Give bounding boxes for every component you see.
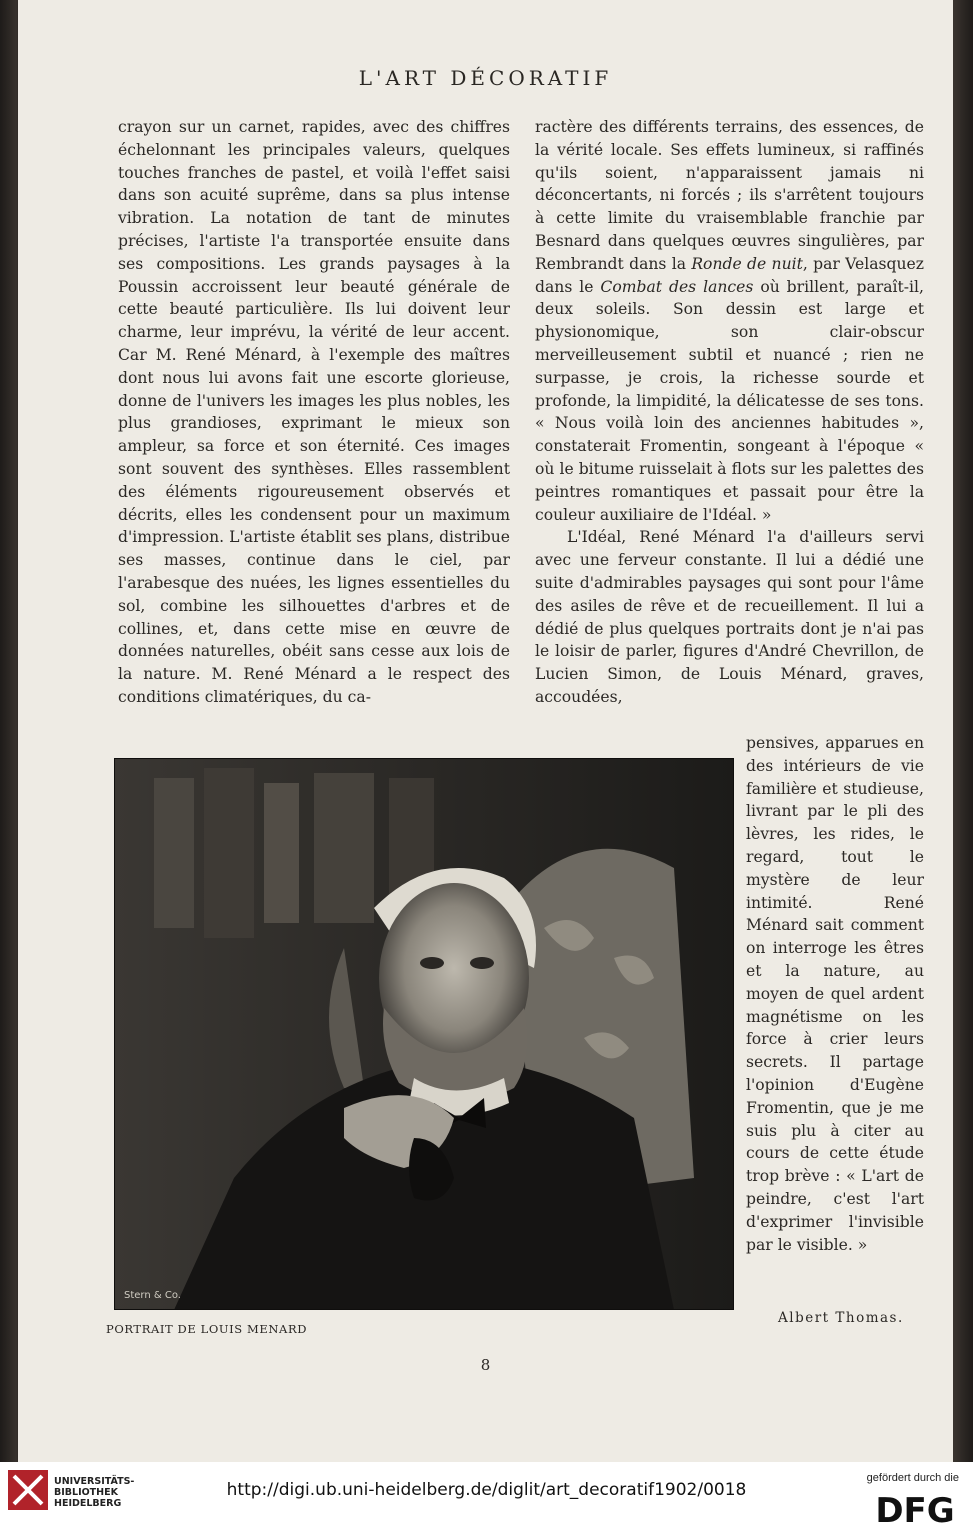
portrait-caption: PORTRAIT DE LOUIS MENARD	[106, 1322, 308, 1336]
left-column-paragraph: crayon sur un carnet, rapides, avec des chiffres échelonnant les principales valeurs, quelques touches franches de pastel, et voilà l'effet saisi dans son acuité suprême, dans sa plus intense vibration. La notation de tant de minutes précises, l'artiste l'a transportée ensuite dans ses compositions. Les grands paysages à la Poussin accroissent leur beauté générale de cette beauté particulière. Ils lui doivent leur charme, leur imprévu, la vérité de leur accent. Car M. René Ménard, à l'exemple des maîtres dont nous lui avons fait une escorte glorieuse, donne de l'univers les images les plus nobles, les plus grandioses, exprimant le mieux son ampleur, sa force et son éternité. Ces images sont souvent des synthèses. Elles rassemblent des éléments rigoureusement observés et décrits, elles les condensent pour un maximum d'impression. L'artiste établit ses plans, distribue ses masses, continue dans le ciel, par l'arabesque des nuées, les lignes essentielles du sol, combine les silhouettes d'arbres et de collines, et, dans cette mise en œuvre de données naturelles, obéit sans cesse aux lois de la nature. M. René Ménard a le respect des conditions climatériques, du ca-	[118, 118, 510, 706]
portrait-image	[114, 758, 734, 1310]
document-page	[18, 0, 953, 1462]
scan-right-edge	[953, 0, 973, 1462]
narrow-column	[746, 732, 924, 1256]
dfg-logo-icon	[871, 1489, 959, 1527]
funding-note: gefördert durch die	[866, 1472, 959, 1484]
library-name: UNIVERSITÄTS- BIBLIOTHEK HEIDELBERG	[54, 1476, 135, 1509]
right-column-paragraph-2: L'Idéal, René Ménard l'a d'ailleurs servi avec une ferveur constante. Il lui a dédié une suite d'admirables paysages qui sont pour l'âme des asiles de rêve et de recueillement. Il lui a dédié de plus quelques portraits dont je n'ai pas le loisir de parler, figures d'André Chevrillon, de Lucien Simon, de Louis Ménard, graves, accoudées,	[535, 528, 924, 706]
title-ronde-de-nuit: Ronde de nuit	[691, 254, 803, 273]
page-number: 8	[480, 1356, 491, 1374]
digitization-footer	[0, 1462, 973, 1533]
source-url-link[interactable]: http://digi.ub.uni-heidelberg.de/diglit/art_decoratif1902/0018	[226, 1480, 747, 1500]
right-column	[535, 116, 924, 709]
scan-left-edge	[0, 0, 18, 1462]
left-column	[118, 116, 510, 709]
narrow-column-paragraph: pensives, apparues en des intérieurs de vie familière et studieuse, livrant par le pli des lèvres, les rides, le regard, tout le mystère de leur intimité. René Ménard sait comment on interroge les êtres et la nature, au moyen de quel ardent magnétisme on les force à crier leurs secrets. Il partage l'opinion d'Eugène Fromentin, que je me suis plu à citer au cours de cette étude trop brève : « L'art de peindre, c'est l'art d'exprimer l'invisible par le visible. »	[746, 734, 924, 1254]
engraver-mark: Stern & Co.	[124, 1290, 181, 1301]
running-head: L'ART DÉCORATIF	[358, 66, 613, 90]
right-column-paragraph-1: ractère des différents terrains, des essences, de la vérité locale. Ses effets lumineux, si raffinés qu'ils soient, n'apparaissent jamais ni déconcertants, ni forcés ; ils s'arrêtent toujours à cette limite du vraisemblable franchie par Besnard dans quelques œuvres singulières, par Rembrandt dans la Ronde de nuit, par Velasquez dans le Combat des lances où brillent, paraît-il, deux soleils. Son dessin est large et physionomique, son clair-obscur merveilleusement subtil et nuancé ; rien ne surpasse, je crois, la richesse sourde et profonde, la limpidité, la délicatesse de ses tons. « Nous voilà loin des anciennes habitudes », constaterait Fromentin, songeant à l'époque « où le bitume ruisselait à flots sur les palettes des peintres romantiques et passait pour être la couleur auxiliaire de l'Idéal. »	[535, 118, 924, 524]
portrait-illustration	[114, 758, 734, 1310]
author-signature: Albert Thomas.	[778, 1310, 904, 1326]
svg-text:DFG: DFG	[875, 1491, 955, 1527]
title-combat-des-lances: Combat des lances	[600, 277, 754, 296]
